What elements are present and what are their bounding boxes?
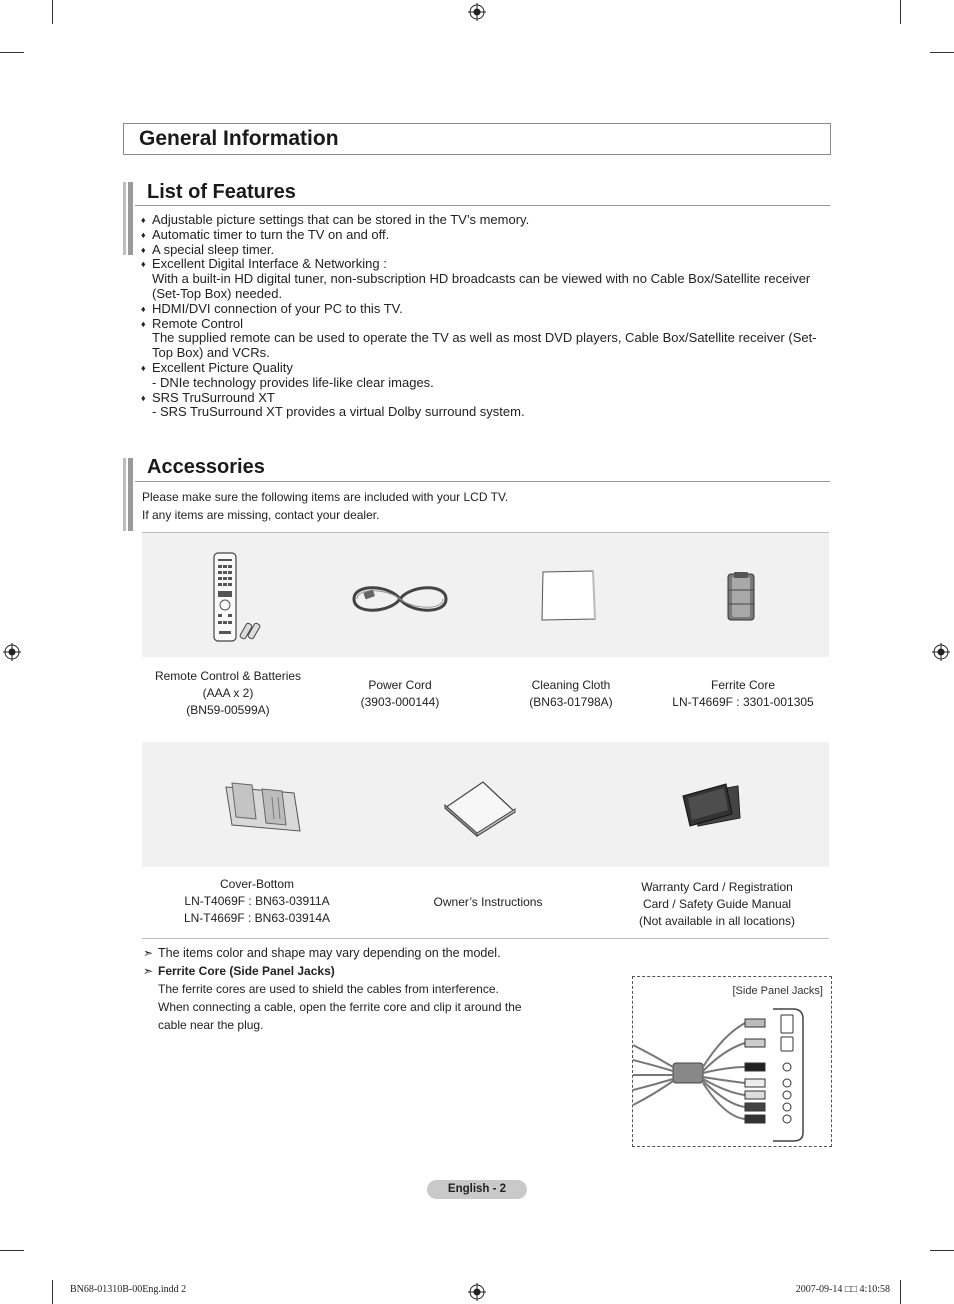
- caption-line: Remote Control & Batteries: [154, 669, 302, 683]
- footer-timestamp: 2007-09-14 □□ 4:10:58: [795, 1284, 890, 1295]
- caption-line: Card / Safety Guide Manual: [642, 897, 792, 911]
- divider: [142, 938, 829, 939]
- accessory-caption: [172, 876, 342, 927]
- caption-line: Power Cord: [368, 678, 432, 692]
- accessory-caption: [486, 677, 656, 711]
- caption-line: (AAA x 2): [202, 686, 254, 700]
- side-panel-label: [Side Panel Jacks]: [732, 985, 823, 997]
- feature-text: Excellent Digital Interface & Networking :: [152, 256, 387, 272]
- note-text: When connecting a cable, open the ferrite core and clip it around the: [158, 1000, 522, 1014]
- cleaning-cloth-icon: [539, 569, 597, 623]
- registration-mark-icon: [932, 643, 950, 661]
- section-rule: [135, 481, 830, 482]
- registration-mark-icon: [468, 1283, 486, 1301]
- registration-mark-icon: [3, 643, 21, 661]
- bullet-icon: ♦: [141, 362, 146, 373]
- feature-text: Adjustable picture settings that can be stored in the TV’s memory.: [152, 212, 530, 227]
- accessory-caption: [315, 677, 485, 711]
- cover-bottom-icon: [222, 779, 304, 835]
- features-list: [141, 213, 831, 420]
- feature-subtext: With a built-in HD digital tuner, non-subscription HD broadcasts can be viewed with no Cable Box/Satellite receiver (Set-Top Box) needed.: [152, 271, 811, 301]
- note: [143, 944, 613, 962]
- note: [143, 962, 613, 1034]
- manual-icon: [441, 778, 519, 838]
- caption-line: LN-T4669F : BN63-03914A: [183, 911, 331, 925]
- page-number-label: English - 2: [427, 1180, 527, 1199]
- intro-line: If any items are missing, contact your dealer.: [142, 507, 380, 522]
- caption-line: Cover-Bottom: [219, 877, 295, 891]
- feature-text: A special sleep timer.: [152, 241, 275, 257]
- bullet-icon: ♦: [141, 259, 146, 270]
- accessories-intro: [142, 489, 508, 524]
- ferrite-core-icon: [724, 570, 758, 624]
- caption-line: LN-T4069F : BN63-03911A: [184, 894, 330, 908]
- crop-mark: [930, 1250, 954, 1251]
- list-item: [141, 228, 831, 243]
- crop-mark: [0, 1250, 24, 1251]
- notes-block: [143, 944, 613, 1034]
- intro-line: Please make sure the following items are included with your LCD TV.: [142, 490, 509, 504]
- caption-line: (BN63-01798A): [529, 695, 613, 709]
- side-panel-jacks-icon: [633, 1005, 831, 1145]
- list-item: [141, 391, 831, 421]
- caption-line: Cleaning Cloth: [531, 678, 611, 692]
- list-item: [141, 317, 831, 361]
- bullet-icon: ♦: [141, 215, 146, 225]
- registration-mark-icon: [468, 3, 486, 21]
- feature-subtext: The supplied remote can be used to operate the TV as well as most DVD players, Cable Box/Satellite receiver (Set-Top Box) and VCRs.: [152, 330, 817, 361]
- caption-line: LN-T4669F : 3301-001305: [672, 695, 814, 709]
- warranty-card-icon: [680, 780, 742, 830]
- bullet-icon: ♦: [141, 392, 146, 403]
- caption-line: Warranty Card / Registration: [641, 880, 793, 894]
- list-item: [141, 257, 831, 301]
- bullet-icon: ♦: [141, 318, 146, 329]
- list-item: [141, 243, 831, 258]
- caption-line: (BN59-00599A): [186, 703, 270, 717]
- section-bar: [123, 458, 133, 531]
- crop-mark: [52, 0, 53, 24]
- bullet-icon: ♦: [141, 303, 146, 314]
- bullet-icon: ♦: [141, 229, 146, 240]
- caption-line: (3903-000144): [360, 695, 440, 709]
- caption-line: Ferrite Core: [710, 678, 775, 692]
- note-text: cable near the plug.: [158, 1018, 264, 1032]
- note-text: The ferrite cores are used to shield the cables from interference.: [158, 982, 499, 996]
- list-item: [141, 302, 831, 317]
- crop-mark: [930, 52, 954, 53]
- list-item: [141, 213, 831, 228]
- page-title: General Information: [139, 127, 339, 150]
- remote-control-icon: [205, 551, 265, 643]
- footer-file-name: BN68-01310B-00Eng.indd 2: [70, 1284, 187, 1295]
- feature-subtext: - SRS TruSurround XT provides a virtual Dolby surround system.: [152, 404, 525, 420]
- note-text: The items color and shape may vary depending on the model.: [158, 946, 501, 960]
- note-arrow-icon: ➣: [143, 964, 154, 978]
- list-item: [141, 361, 831, 391]
- feature-text: Excellent Picture Quality: [152, 359, 293, 375]
- accessories-title: Accessories: [147, 456, 265, 478]
- accessory-caption: [617, 879, 817, 930]
- caption-line: Owner’s Instructions: [433, 895, 543, 909]
- bullet-icon: ♦: [141, 244, 146, 255]
- feature-text: SRS TruSurround XT: [152, 389, 275, 405]
- accessory-caption: [143, 668, 313, 719]
- crop-mark: [52, 1280, 53, 1304]
- note-title: Ferrite Core (Side Panel Jacks): [158, 964, 335, 978]
- accessory-caption: [403, 894, 573, 911]
- note-arrow-icon: ➣: [143, 946, 154, 960]
- feature-text: Automatic timer to turn the TV on and off.: [152, 226, 390, 242]
- features-title: List of Features: [147, 181, 296, 203]
- crop-mark: [900, 0, 901, 24]
- section-bar: [123, 182, 133, 255]
- feature-text: Remote Control: [152, 315, 244, 331]
- crop-mark: [900, 1280, 901, 1304]
- power-cord-icon: [350, 577, 450, 621]
- accessory-caption: [657, 677, 829, 711]
- section-rule: [135, 205, 830, 206]
- feature-text: HDMI/DVI connection of your PC to this TV.: [152, 300, 403, 316]
- feature-subtext: - DNIe technology provides life-like clear images.: [152, 374, 434, 390]
- crop-mark: [0, 52, 24, 53]
- side-panel-figure: [632, 976, 832, 1147]
- caption-line: (Not available in all locations): [638, 914, 796, 928]
